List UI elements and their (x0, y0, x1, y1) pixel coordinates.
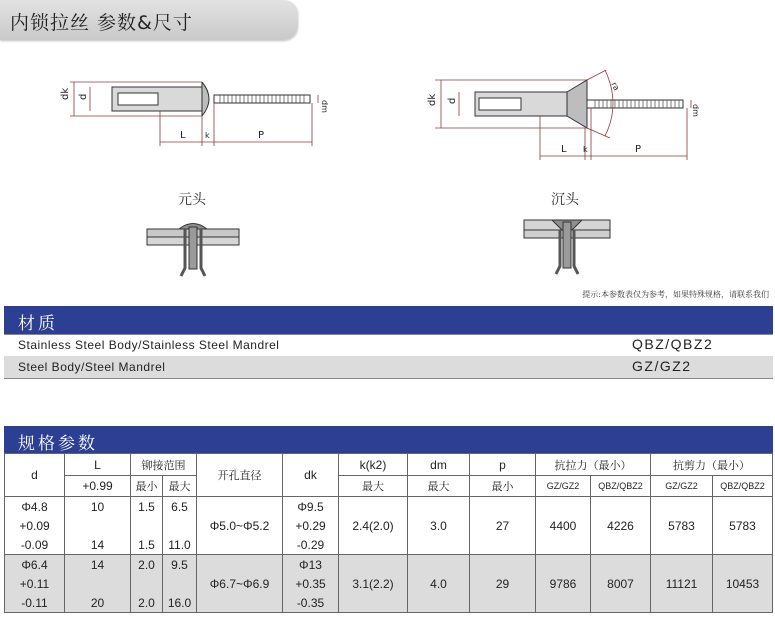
cell-grip-max: 9.5 (163, 555, 197, 575)
header-dm: dm (408, 454, 470, 476)
svg-text:dm: dm (691, 104, 700, 117)
cell-hole: Φ5.0~Φ5.2 (197, 497, 283, 555)
header-hole: 开孔直径 (197, 454, 283, 497)
cell-k: 3.1(2.2) (339, 555, 408, 613)
cell-d: Φ6.4 (5, 555, 65, 575)
header-tensile: 抗拉力（最小） (536, 454, 651, 476)
cell-tensile-gz: 9786 (536, 555, 591, 613)
cell-l: 10 (65, 497, 131, 517)
material-heading-band (4, 306, 773, 334)
svg-text:P: P (635, 144, 642, 155)
title-tab (0, 0, 298, 40)
header-min: 最小 (131, 476, 163, 497)
svg-text:d: d (447, 97, 458, 104)
cell-tensile-qbz: 8007 (591, 555, 651, 613)
cell-d: -0.09 (5, 535, 65, 555)
cell-l: 14 (65, 535, 131, 555)
material-code: QBZ/QBZ2 (632, 336, 714, 352)
ra-label: ra (609, 80, 622, 93)
cell-shear-gz: 11121 (651, 555, 713, 613)
k-label: k (205, 131, 210, 140)
header-tensile-gz: GZ/GZ2 (536, 476, 591, 497)
cell-grip-max: 16.0 (163, 593, 197, 613)
d-label: d (78, 93, 89, 100)
header-p: p (470, 454, 536, 476)
svg-text:L: L (561, 144, 567, 155)
cell-shear-qbz: 5783 (713, 497, 773, 555)
page-title: 内锁拉丝 参数&尺寸 (10, 12, 193, 34)
header-dk: dk (283, 454, 339, 497)
cell-grip-min: 2.0 (131, 555, 163, 575)
cell-hole: Φ6.7~Φ6.9 (197, 555, 283, 613)
header-p-min: 最小 (470, 476, 536, 497)
reference-note: 提示:本参数表仅为参考，如果特殊规格，请联系我们 (582, 290, 769, 299)
cell-grip-max (163, 574, 197, 593)
cell-grip-max (163, 516, 197, 535)
cell-grip-min (131, 516, 163, 535)
cell-l: 14 (65, 555, 131, 575)
dk-label: dk (60, 87, 71, 100)
spec-heading: 规格参数 (18, 434, 98, 454)
header-l-tolerance: +0.99 (65, 476, 131, 497)
table-row (5, 497, 773, 517)
cell-tensile-gz: 4400 (536, 497, 591, 555)
round-head-caption: 元头 (178, 192, 206, 208)
material-heading: 材质 (18, 314, 58, 334)
divider (4, 378, 773, 379)
cell-k: 2.4(2.0) (339, 497, 408, 555)
cell-dk: Φ9.5 (283, 497, 339, 517)
cell-dk: -0.35 (283, 593, 339, 613)
header-max: 最大 (163, 476, 197, 497)
spec-table (4, 453, 773, 613)
cell-d: -0.11 (5, 593, 65, 613)
header-grip-range: 铆接范围 (131, 454, 197, 476)
cell-dk: +0.35 (283, 574, 339, 593)
cell-dk: -0.29 (283, 535, 339, 555)
spec-heading-band (4, 426, 773, 454)
cell-grip-max: 6.5 (163, 497, 197, 517)
cell-grip-min (131, 574, 163, 593)
header-dm-max: 最大 (408, 476, 470, 497)
header-tensile-qbz: QBZ/QBZ2 (591, 476, 651, 497)
cell-shear-qbz: 10453 (713, 555, 773, 613)
countersunk-rivet-drawing (425, 70, 715, 162)
material-name: Stainless Steel Body/Stainless Steel Mandrel (18, 338, 280, 352)
countersunk-caption: 沉头 (551, 192, 579, 208)
round-head-rivet-drawing (50, 70, 340, 160)
cell-d: +0.11 (5, 574, 65, 593)
header-shear-gz: GZ/GZ2 (651, 476, 713, 497)
dm-label: dm (320, 100, 329, 113)
svg-text:dk: dk (427, 93, 438, 106)
header-shear-qbz: QBZ/QBZ2 (713, 476, 773, 497)
cell-dk: Φ13 (283, 555, 339, 575)
round-head-installed-icon (145, 216, 241, 280)
cell-p: 29 (470, 555, 536, 613)
material-row (4, 356, 773, 378)
header-l: L (65, 454, 131, 476)
cell-tensile-qbz: 4226 (591, 497, 651, 555)
header-k: k(k2) (339, 454, 408, 476)
l-label: L (180, 130, 186, 141)
cell-grip-min: 1.5 (131, 535, 163, 555)
cell-dm: 3.0 (408, 497, 470, 555)
cell-grip-min: 2.0 (131, 593, 163, 613)
cell-d: +0.09 (5, 516, 65, 535)
svg-text:k: k (583, 145, 588, 154)
countersunk-installed-icon (522, 216, 612, 280)
cell-d: Φ4.8 (5, 497, 65, 517)
cell-grip-min: 1.5 (131, 497, 163, 517)
material-code: GZ/GZ2 (632, 358, 692, 374)
cell-l (65, 516, 131, 535)
header-shear: 抗剪力（最小） (651, 454, 773, 476)
cell-p: 27 (470, 497, 536, 555)
cell-dk: +0.29 (283, 516, 339, 535)
header-d: d (5, 454, 65, 497)
cell-l (65, 574, 131, 593)
p-label: P (258, 130, 265, 141)
table-row (5, 555, 773, 575)
material-row (4, 334, 773, 356)
cell-grip-max: 11.0 (163, 535, 197, 555)
cell-shear-gz: 5783 (651, 497, 713, 555)
cell-l: 20 (65, 593, 131, 613)
cell-dm: 4.0 (408, 555, 470, 613)
material-name: Steel Body/Steel Mandrel (18, 360, 166, 374)
header-k-max: 最大 (339, 476, 408, 497)
